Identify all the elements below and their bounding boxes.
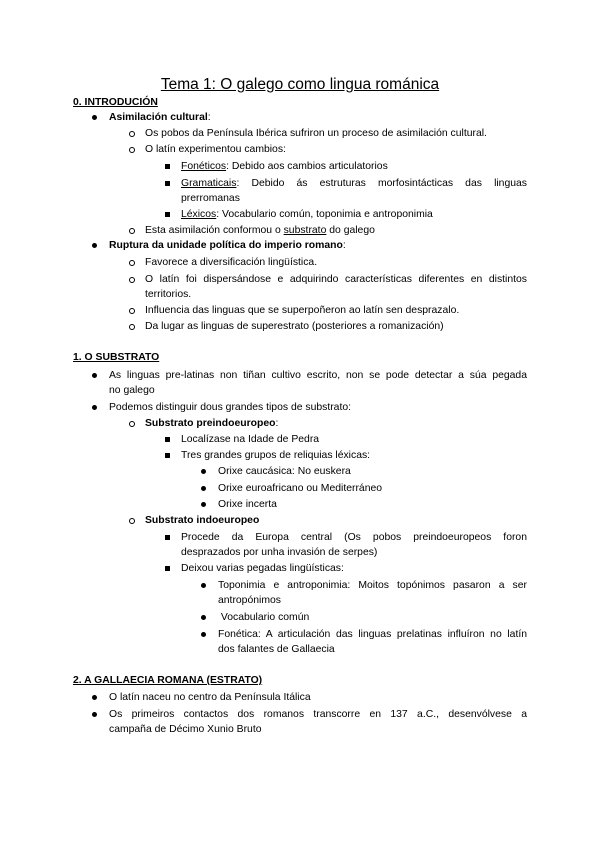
bullet-disc	[92, 373, 97, 378]
bullet-disc	[201, 502, 206, 507]
list-item-ruptura	[109, 239, 346, 253]
bullet-disc	[92, 115, 97, 120]
term-description: : Debido ás estruturas morfosintácticas das linguas	[236, 178, 527, 189]
list-item-continuation: desprazados por unha invasión de serpes)	[181, 547, 378, 558]
bullet-disc	[201, 583, 206, 588]
list-item-continuation: prerromanas	[181, 193, 240, 204]
bullet-circle	[129, 277, 135, 283]
section-heading-introducion: 0. INTRODUCIÓN	[73, 97, 158, 108]
bullet-circle	[129, 131, 135, 137]
list-item-continuation: territorios.	[145, 289, 192, 300]
list-item: Os primeiros contactos dos romanos transcorre en 137 a.C., desenvólvese a	[109, 709, 527, 720]
section-heading-substrato: 1. O SUBSTRATO	[73, 352, 160, 363]
list-item: Podemos distinguir dous grandes tipos de substrato:	[109, 402, 352, 413]
list-item-continuation: campaña de Décimo Xunio Bruto	[109, 724, 262, 735]
bullet-circle	[129, 308, 135, 314]
bullet-disc	[201, 486, 206, 491]
list-item: Orixe incerta	[218, 499, 277, 510]
list-item: O latín foi dispersándose e adquirindo características diferentes en distintos	[145, 274, 527, 285]
bullet-circle	[129, 421, 135, 427]
bullet-square	[165, 181, 170, 186]
list-item: Deixou varias pegadas lingüísticas:	[181, 563, 344, 574]
list-item: Favorece a diversificación lingüística.	[145, 257, 318, 268]
page-title: Tema 1: O galego como lingua románica	[160, 76, 440, 93]
bullet-disc	[92, 405, 97, 410]
list-item-lexicos	[181, 208, 433, 222]
list-item-substrato	[145, 224, 375, 238]
list-item-preindoeuropeo	[145, 417, 278, 431]
item-label: Substrato preindoeuropeo	[145, 418, 276, 429]
bullet-disc	[201, 469, 206, 474]
bullet-circle	[129, 324, 135, 330]
bullet-square	[165, 566, 170, 571]
bullet-disc	[92, 695, 97, 700]
item-colon: :	[207, 112, 211, 123]
list-item: Tres grandes grupos de reliquias léxicas:	[181, 450, 371, 461]
list-item: Os pobos da Península Ibérica sufriron un proceso de asimilación cultural.	[145, 128, 487, 139]
bullet-square	[165, 212, 170, 217]
list-item-continuation: no galego	[109, 385, 155, 396]
text-part: do galego	[326, 225, 375, 236]
bullet-circle	[129, 518, 135, 524]
list-item-indoeuropeo: Substrato indoeuropeo	[145, 515, 260, 526]
item-label: Ruptura da unidade política do imperio romano	[109, 240, 343, 251]
term-foneticos: Fonéticos	[181, 161, 227, 172]
list-item: Orixe euroafricano ou Mediterráneo	[218, 483, 383, 494]
bullet-square	[165, 437, 170, 442]
list-item: Fonética: A articulación das linguas prelatinas influíron no latín	[218, 629, 527, 640]
list-item: Vocabulario común	[218, 612, 310, 623]
term-description: : Debido aos cambios articulatorios	[226, 161, 388, 172]
bullet-disc	[92, 712, 97, 717]
item-colon: :	[342, 240, 346, 251]
term-substrato: substrato	[283, 225, 327, 236]
list-item-foneticos	[181, 160, 388, 174]
list-item-continuation: dos falantes de Gallaecia	[218, 644, 335, 655]
list-item: Localízase na Idade de Pedra	[181, 434, 320, 445]
term-description: : Vocabulario común, toponimia e antroponimia	[216, 209, 433, 220]
bullet-circle	[129, 260, 135, 266]
list-item-continuation: antropónimos	[218, 595, 281, 606]
list-item: As linguas pre-latinas non tiñan cultivo escrito, non se pode detectar a súa pegada	[109, 370, 527, 381]
list-item-asimilacion	[109, 111, 211, 125]
bullet-disc	[92, 243, 97, 248]
section-heading-gallaecia: 2. A GALLAECIA ROMANA (ESTRATO)	[73, 675, 263, 686]
bullet-disc	[201, 615, 206, 620]
list-item: Toponimia e antroponimia: Moitos topónimos pasaron a ser	[218, 580, 527, 591]
bullet-circle	[129, 228, 135, 234]
bullet-disc	[201, 632, 206, 637]
list-item: O latín experimentou cambios:	[145, 144, 286, 155]
term-gramaticais: Gramaticais	[181, 178, 237, 189]
item-colon: :	[275, 418, 279, 429]
list-item: Influencia das linguas que se superpoñeron ao latín sen desprazalo.	[145, 305, 460, 316]
bullet-square	[165, 164, 170, 169]
list-item-gramaticais	[181, 177, 527, 191]
text-part: Esta asimilación conformou o	[145, 225, 284, 236]
item-label: Asimilación cultural	[109, 112, 208, 123]
bullet-circle	[129, 147, 135, 153]
list-item: Orixe caucásica: No euskera	[218, 466, 351, 477]
list-item: Procede da Europa central (Os pobos preindoeuropeos foron	[181, 532, 527, 543]
term-lexicos: Léxicos	[181, 209, 217, 220]
list-item: Da lugar as linguas de superestrato (posteriores a romanización)	[145, 321, 444, 332]
bullet-square	[165, 453, 170, 458]
bullet-square	[165, 535, 170, 540]
list-item: O latín naceu no centro da Península Itálica	[109, 692, 311, 703]
